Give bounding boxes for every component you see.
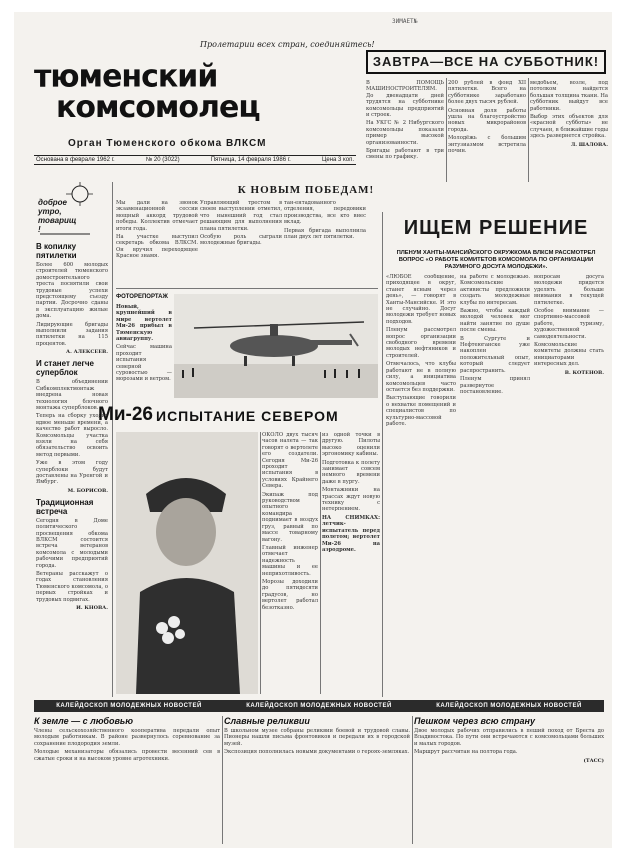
right-col-c: медобьем, возле, под потолком найдется большая толщина ткани. На субботник выйдут все работники. Выбор этих объектов для «красной субботы» не случаен, в ближайшие годы здесь развернется стройка. Л. ШАЛОВА. <box>530 80 608 148</box>
newspaper-page <box>14 12 612 848</box>
photo-intro: Новый, крупнейший в мире вертолет Ми-26 прибыл в Тюменскую авиагруппу. Сейчас машина проходит испытания северной суровостью — морозами и ветром. <box>116 304 172 383</box>
plenum-signature: В. КОТЕНОВ. <box>564 369 604 376</box>
rule <box>412 716 413 844</box>
masthead-line-2: комсомолец <box>56 90 260 125</box>
organ-subtitle: Орган Тюменского обкома ВЛКСМ <box>68 138 267 149</box>
mi26-col-a: ОКОЛО двух тысяч часов налета — так говорят о вертолете его создатели. Сегодня Ми-26 проходит испытания в условиях Крайнего Севера. Экипаж под руководством опытного командира поднимает в воздух груз, равный по массе товарному вагону. Главный инженер отмечает надежность машины и ее неприхотливость. Морозы доходили до пятидесяти градусов, но вертолет работал безотказно. <box>262 432 318 611</box>
left-head-3: Традиционная встреча <box>36 497 94 516</box>
bottom-section-1: К земле — с любовью Члены сельскохозяйственного кооператива передали опыт молодым работникам. В районе развернулось соревнование за сохранение плодородия земли. Молодые механизаторы обязались провести весенний сев в сжатые сроки и на высоком уровне агротехники. <box>34 716 220 762</box>
subbotnik-header: ЗАВТРА—ВСЕ НА СУББОТНИК! <box>366 50 606 74</box>
rule <box>112 182 113 697</box>
photo-report-label: ФОТОРЕПОРТАЖ <box>116 294 168 300</box>
slogan: Пролетарии всех стран, соединяйтесь! <box>200 40 375 49</box>
masthead <box>34 58 356 134</box>
mi26-col-b: из одной точки в другую. Пилоты высоко оценили эргономику кабины. Подготовка к полету занимает совсем немного времени даже в пургу. Монтажники на трассах ждут новую технику с нетерпением. НА СНИМКАХ: летчик-испытатель перед полетом; вертолет Ми-26 на аэродроме. <box>322 432 380 553</box>
left-sig-2: М. БОРИСОВ. <box>67 487 108 494</box>
bottom-source: (ТАСС) <box>583 757 604 764</box>
founded-text: Основана в феврале 1962 г. <box>36 157 115 163</box>
banner-headline: К НОВЫМ ПОБЕДАМ! <box>237 184 375 196</box>
mi26-subtitle: ИСПЫТАНИЕ СЕВЕРОМ <box>156 408 339 424</box>
left-column: В копилку пятилетки Более 600 молодых строителей тюменского домостроительного треста посвятили свои трудовые успехи предстоящему съезду партии. Досрочно сданы в эксплуатацию жилые дома. Лидирующие бригады выполнили задания пятилетки на 115 процентов. А. АЛЕКСЕЕВ. И станет легче суперблок В объединении Сибкомплектмонтаж внедрена новая технология блочного монтажа суперблоков. Теперь на сборку уходит вдвое меньше времени, а качество работ выросло. Комсомольцы участка взяли на себя обязательство освоить метод первыми. Уже в этом году суперблоки будут доставлены на Уренгой и Ямбург. М. БОРИСОВ. Традиционная встреча Сегодня в Доме политического просвещения обкома ВЛКСМ состоится встреча ветеранов комсомола с молодыми рабочими предприятий города. Ветераны расскажут о годах становления Тюменского комсомола, о первых стройках и трудовых подвигах. И. КНОВА. <box>36 242 108 612</box>
calendar-bar-label-1: КАЛЕЙДОСКОП МОЛОДЕЖНЫХ НОВОСТЕЙ <box>56 703 202 709</box>
portrait-photo <box>116 432 258 694</box>
rule <box>222 716 223 844</box>
left-head-2: И станет легче суперблок <box>36 359 94 378</box>
bottom-head-3: Пешком через всю страну <box>414 716 535 726</box>
ishem-headline: ИЩЕМ РЕШЕНИЕ <box>403 217 589 239</box>
calendar-bar-label-2: КАЛЕЙДОСКОП МОЛОДЕЖНЫХ НОВОСТЕЙ <box>246 703 392 709</box>
masthead-line-1: тюменский <box>34 58 218 95</box>
plenum-headline: ПЛЕНУМ ХАНТЫ-МАНСИЙСКОГО ОКРУЖКОМА ВЛКСМ РАССМОТРЕЛ ВОПРОС «О РАБОТЕ КОМИТЕТОВ КОМСОМОЛА ПО ОРГАНИЗАЦИИ РАЗУМНОГО ДОСУГА МОЛОДЕЖИ». <box>396 250 596 270</box>
rule <box>446 78 447 182</box>
center-col-c: тан-ентадованного отделения, передовики производства, все кто внес вклад. Первая бригада выполнила план двух лет пятилетки. <box>284 200 366 241</box>
bottom-section-3: Пешком через всю страну Двое молодых рабочих отправились в пеший поход от Бреста до Владивостока. По пути они встречаются с комсомольцами больших и малых городов. Маршрут рассчитан на полтора года. (ТАСС) <box>414 716 604 764</box>
center-col-a: Мы дали на звонок экзаменационной сессии мощный аккорд трудовой победы. Коллектив отмечает итоги года. На участке выступил секретарь обкома ВЛКСМ. Он вручил переходящее Красное знамя. <box>116 200 198 260</box>
dateline <box>34 155 356 165</box>
archive-stamp: ЗИМАЕТ№ <box>392 18 418 25</box>
bottom-section-2: Славные реликвии В школьном музее собраны реликвии боевой и трудовой славы. Пионеры нашли письма фронтовиков и передали их в городской музей. Экспозиция пополнилась новыми документами о героях-земляках. <box>224 716 410 756</box>
left-sig-3: И. КНОВА. <box>76 605 108 612</box>
plenum-col-c: вопросам досуга молодежи придется уделять больше внимания в текущей пятилетке. Особое внимание — спортивно-массовой работе, туризму, художественной самодеятельности. Комсомольские комитеты должны стать инициаторами интересных дел. В. КОТЕНОВ. <box>534 274 604 376</box>
bottom-head-2: Славные реликвии <box>224 716 310 726</box>
plenum-col-b: на работе с молодежью. Комсомольские активисты предложили создать молодежные клубы по интересам. Важно, чтобы каждый молодой человек мог найти занятие по душе после смены. В Сургуте и Нефтеюганске уже накоплен положительный опыт, который следует распространить. Пленум принял развернутое постановление. <box>460 274 530 395</box>
calendar-bar-label-3: КАЛЕЙДОСКОП МОЛОДЕЖНЫХ НОВОСТЕЙ <box>436 703 582 709</box>
issue-price: Цена 3 коп. <box>321 157 354 163</box>
plenum-col-a: «ЛЮБОЕ сообщение, приходящее в округ, станет ясным через день», — говорят в Ханты-Мансийске. И это не случайно. Досуг молодежи требует новых подходов. Пленум рассмотрел вопрос организации свободного времени молодых нефтяников и строителей. Отмечалось, что клубы работают не в полную силу, а инициатива комсомольцев часто остается без поддержки. Выступающие говорили о нехватке помещений и специалистов по культурно-массовой работе. <box>386 274 456 427</box>
left-head-1: В копилку пятилетки <box>36 242 77 260</box>
issue-number: № 20 (3022) <box>145 157 180 163</box>
greeting-text: доброе утро, товарищ ! <box>38 198 77 234</box>
rule <box>260 432 261 694</box>
rule <box>320 432 321 694</box>
left-sig-1: А. АЛЕКСЕЕВ. <box>66 349 108 356</box>
right-col-b: 200 рублей в фонд XII пятилетки. Всего на субботнике заработано более двух тысяч рублей. Основная доля работы ушла на благоустройство новых микрорайонов города. Молодёжь с большим энтузиазмом встретила почин. <box>448 80 526 155</box>
mi26-title: Ми-26 <box>98 404 153 425</box>
helicopter-photo <box>174 294 378 398</box>
rule <box>116 288 378 289</box>
bottom-head-1: К земле — с любовью <box>34 716 134 726</box>
greeting-illustration <box>36 182 94 238</box>
calendar-bar <box>34 700 604 712</box>
right-col-a: В ПОМОЩЬ МАШИНОСТРОИТЕЛЯМ. До двенадцати дней трудятся на субботнике комсомольцы предприятий и строек. На УКГС № 2 Нибургского комсомольцы показали пример высокой организованности. Бригады работают в три смены по графику. <box>366 80 444 161</box>
issue-date: Пятница, 14 февраля 1986 г. <box>210 157 291 163</box>
center-col-b: Управляющий трестом в своем выступлении отметил, что нынешний год стал решающим для выполнения плана пятилетки. Особую роль сыграли молодежные бригады. <box>200 200 282 247</box>
rule <box>528 78 529 182</box>
rule <box>382 212 383 697</box>
right-col-signature: Л. ШАЛОВА. <box>570 141 608 148</box>
